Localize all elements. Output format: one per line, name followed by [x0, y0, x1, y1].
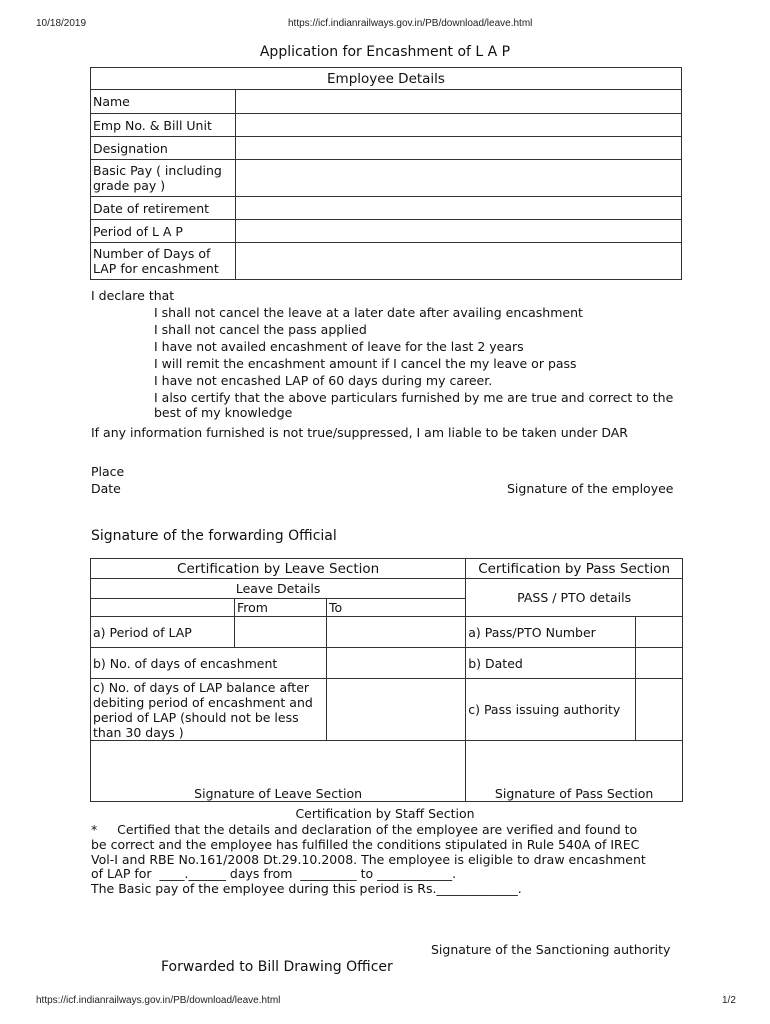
leave-row-balance: c) No. of days of LAP balance after debiting period of encashment and period of LAP (should not be less than 30 days ) — [91, 679, 327, 741]
row-label-period-lap: Period of L A P — [91, 220, 236, 243]
pass-row-authority: c) Pass issuing authority — [466, 679, 636, 741]
staff-cert-line: of LAP for ____.______ days from _________ to ____________. — [91, 866, 457, 881]
employee-signature: Signature of the employee — [507, 481, 674, 496]
lap-balance-field[interactable] — [327, 679, 466, 741]
declaration-item: I shall not cancel the pass applied — [154, 322, 367, 337]
leave-section-heading: Certification by Leave Section — [91, 559, 466, 579]
pass-number-field[interactable] — [636, 617, 683, 648]
pass-authority-field[interactable] — [636, 679, 683, 741]
employee-details-table — [90, 67, 682, 280]
declaration-item: I shall not cancel the leave at a later date after availing encashment — [154, 305, 583, 320]
name-field[interactable] — [236, 90, 682, 114]
place-label: Place — [91, 464, 125, 479]
period-lap-field[interactable] — [236, 220, 682, 243]
employee-details-heading: Employee Details — [91, 68, 682, 90]
sanctioning-signature: Signature of the Sanctioning authority — [431, 942, 671, 957]
declaration-item: I have not availed encashment of leave for the last 2 years — [154, 339, 524, 354]
forwarded-to: Forwarded to Bill Drawing Officer — [161, 959, 393, 975]
pass-row-number: a) Pass/PTO Number — [466, 617, 636, 648]
forwarding-signature: Signature of the forwarding Official — [91, 528, 337, 544]
staff-section-heading: Certification by Staff Section — [295, 806, 475, 821]
declaration-item: I have not encashed LAP of 60 days during my career. — [154, 373, 493, 388]
declaration-item: I also certify that the above particulars furnished by me are true and correct to the best of my knowledge — [154, 390, 674, 420]
staff-cert-line: The Basic pay of the employee during this period is Rs._____________. — [91, 881, 522, 896]
pass-row-dated: b) Dated — [466, 648, 636, 679]
retirement-date-field[interactable] — [236, 197, 682, 220]
emp-no-field[interactable] — [236, 114, 682, 137]
leave-row-period: a) Period of LAP — [91, 617, 235, 648]
leave-signature: Signature of Leave Section — [91, 741, 466, 802]
from-header: From — [235, 599, 327, 617]
print-date: 10/18/2019 — [36, 18, 87, 29]
to-header: To — [327, 599, 466, 617]
pass-signature: Signature of Pass Section — [466, 741, 683, 802]
pass-dated-field[interactable] — [636, 648, 683, 679]
certification-table — [90, 558, 683, 802]
days-encashment-field[interactable] — [327, 648, 466, 679]
print-page-number: 1/2 — [722, 995, 736, 1006]
pass-section-heading: Certification by Pass Section — [466, 559, 683, 579]
page-title: Application for Encashment of L A P — [259, 44, 511, 60]
row-label-designation: Designation — [91, 137, 236, 160]
row-label-retirement: Date of retirement — [91, 197, 236, 220]
days-lap-field[interactable] — [236, 243, 682, 280]
pass-details-heading: PASS / PTO details — [466, 579, 683, 617]
blank-cell — [91, 599, 235, 617]
leave-row-days: b) No. of days of encashment — [91, 648, 327, 679]
staff-cert-line: be correct and the employee has fulfilled the conditions stipulated in Rule 540A of IREC — [91, 837, 640, 852]
row-label-emp-no: Emp No. & Bill Unit — [91, 114, 236, 137]
period-to-field[interactable] — [327, 617, 466, 648]
declaration-liability: If any information furnished is not true/suppressed, I am liable to be taken under DAR — [91, 425, 628, 440]
staff-cert-line: * Certified that the details and declaration of the employee are verified and found to — [91, 822, 638, 837]
period-from-field[interactable] — [235, 617, 327, 648]
row-label-name: Name — [91, 90, 236, 114]
row-label-basic-pay: Basic Pay ( including grade pay ) — [91, 160, 236, 197]
row-label-days-lap: Number of Days of LAP for encashment — [91, 243, 236, 280]
date-label: Date — [91, 481, 121, 496]
designation-field[interactable] — [236, 137, 682, 160]
leave-details-heading: Leave Details — [91, 579, 466, 599]
declaration-intro: I declare that — [91, 288, 175, 303]
print-url: https://icf.indianrailways.gov.in/PB/download/leave.html — [288, 18, 533, 29]
declaration-item: I will remit the encashment amount if I cancel the my leave or pass — [154, 356, 577, 371]
print-footer-url: https://icf.indianrailways.gov.in/PB/download/leave.html — [36, 995, 281, 1006]
staff-cert-line: Vol-I and RBE No.161/2008 Dt.29.10.2008. The employee is eligible to draw encashment — [91, 852, 646, 867]
basic-pay-field[interactable] — [236, 160, 682, 197]
